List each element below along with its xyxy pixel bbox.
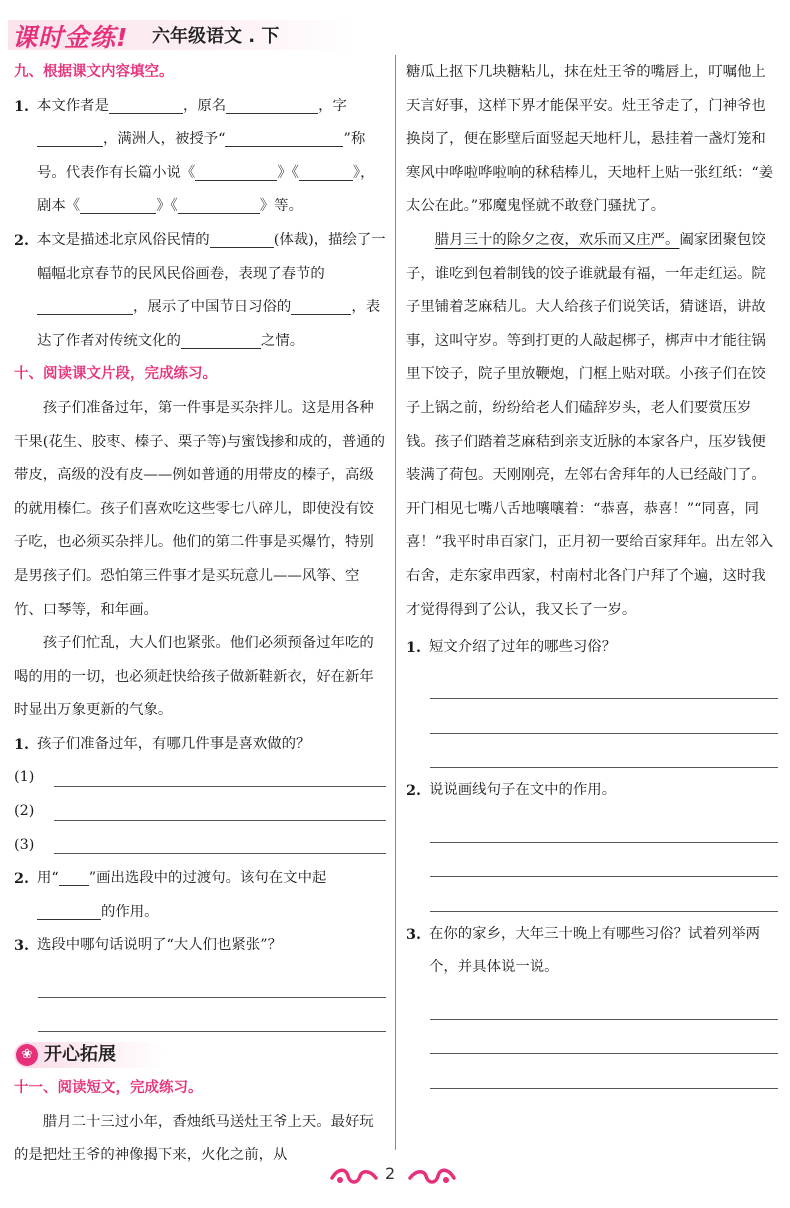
blank[interactable] <box>226 95 318 114</box>
blank[interactable] <box>178 195 260 214</box>
blank[interactable] <box>37 296 133 315</box>
sec11-paragraph-1-cont: 糖瓜上抠下几块糖粘儿，抹在灶王爷的嘴唇上，叮嘱他上天言好事，这样下界才能保平安。灶王爷走了，门神爷也换岗了，便在影壁后面竖起天地杆儿，悬挂着一盏灯笼和寒风中哗啦哗啦响的秫秸棒儿，天地杆上贴一张红纸：“姜太公在此。”邪魔鬼怪就不敢登门骚扰了。 <box>406 64 774 215</box>
sec10-question-2: 2. 用“ ”画出选段中的过渡句。该句在文中起的作用。 <box>14 862 386 929</box>
answer-line-2[interactable]: (2) <box>14 795 386 829</box>
blank[interactable] <box>299 162 353 181</box>
fun-extension-label: 开心拓展 <box>44 1044 116 1066</box>
sec9-question-2: 2. 本文是描述北京风俗民情的 (体裁)，描绘了一幅幅北京春节的民风民俗画卷，表现了春节的，展示了中国节日习俗的 ，表达了作者对传统文化的 之情。 <box>14 224 386 358</box>
sec11-paragraph-2: 腊月三十的除夕之夜，欢乐而又庄严。阖家团聚包饺子，谁吃到包着制钱的饺子谁就最有福，一年走红运。院子里铺着芝麻秸儿。大人给孩子们说笑话，猜谜语，讲故事，这叫守岁。等到打更的人敲起梆子，梆声中才能往锅里下饺子，院子里放鞭炮，门框上贴对联。小孩子们在饺子上锅之前，纷纷给老人们磕辞岁头，老人们要赏压岁钱。孩子们踏着芝麻秸到亲支近脉的本家各户，压岁钱便装满了荷包。天刚刚亮，左邻右舍拜年的人已经敲门了。开门相见七嘴八舌地嚷嚷着：“恭喜，恭喜！”“同喜，同喜！”我平时串百家门，正月初一要给百家拜年。出左邻入右舍，走东家串西家，村南村北各门户拜了个遍，这时我才觉得得到了公认，我又长了一岁。 <box>406 231 774 618</box>
right-column <box>406 56 778 1089</box>
blank[interactable] <box>37 901 101 920</box>
blank[interactable] <box>210 229 274 248</box>
fun-extension-banner <box>14 1038 386 1072</box>
blank[interactable] <box>109 95 183 114</box>
sec11-question-2: 2. 说说画线句子在文中的作用。 <box>406 782 617 800</box>
flower-icon: ❀ <box>16 1044 38 1066</box>
right-swirl-icon <box>408 1166 456 1188</box>
blank[interactable] <box>291 296 351 315</box>
section-9-title: 九、根据课文内容填空。 <box>14 64 174 80</box>
blank[interactable] <box>59 867 89 886</box>
page-footer <box>0 1162 790 1192</box>
grade-label: 六年级语文 . 下 <box>152 26 280 47</box>
sec11-paragraph-1-start: 腊月二十三过小年，香烛纸马送灶王爷上天。最好玩的是把灶王爷的神像揭下来，火化之前，从 <box>14 1113 374 1164</box>
answer-line[interactable] <box>430 734 778 769</box>
section-11-title: 十一、阅读短文，完成练习。 <box>14 1080 203 1097</box>
sec10-question-1: 1. 孩子们准备过年，有哪几件事是喜欢做的？ <box>14 735 311 753</box>
sec11-question-1: 1. 短文介绍了过年的哪些习俗？ <box>406 639 617 657</box>
left-swirl-icon <box>330 1166 378 1188</box>
sec10-paragraph-1: 孩子们准备过年，第一件事是买杂拌儿。这是用各种干果(花生、胶枣、榛子、栗子等)与蜜饯掺和成的，普通的带皮，高级的没有皮——例如普通的用带皮的榛子，高级的就用榛仁。孩子们喜欢吃这些零七八碎儿，即使没有饺子吃，也必须买杂拌儿。他们的第二件事是买爆竹，特别是男孩子们。恐怕第三件事才是买玩意儿——风筝、空竹、口琴等，和年画。 <box>14 399 385 618</box>
blank[interactable] <box>225 128 343 147</box>
blank[interactable] <box>37 128 103 147</box>
blank[interactable] <box>80 195 156 214</box>
answer-line[interactable] <box>38 963 386 998</box>
answer-line-1[interactable]: (1) <box>14 761 386 795</box>
answer-line[interactable] <box>430 808 778 843</box>
sec11-question-3: 3. 在你的家乡，大年三十晚上有哪些习俗？试着列举两个，并具体说一说。 <box>406 925 760 976</box>
sec10-paragraph-2: 孩子们忙乱，大人们也紧张。他们必须预备过年吃的喝的用的一切，也必须赶快给孩子做新鞋新衣，好在新年时显出万象更新的气象。 <box>14 635 374 719</box>
answer-line[interactable] <box>430 699 778 734</box>
underlined-sentence: 腊月三十的除夕之夜，欢乐而又庄严。 <box>434 231 680 248</box>
blank[interactable] <box>181 330 261 349</box>
answer-line[interactable] <box>430 665 778 700</box>
section-10-title: 十、阅读课文片段，完成练习。 <box>14 366 217 383</box>
blank[interactable] <box>195 162 277 181</box>
answer-line[interactable] <box>430 877 778 912</box>
page-number: 2 <box>385 1164 396 1183</box>
left-column <box>14 56 386 1173</box>
answer-line[interactable] <box>430 1054 778 1089</box>
brand-logo: 课时金练! <box>12 23 129 52</box>
sec9-question-1: 1. 本文作者是 ，原名 ，字，满洲人，被授予“ ”称号。代表作有长篇小说《 》《 》，剧本《 》《 》等。 <box>14 90 386 224</box>
answer-line-3[interactable]: (3) <box>14 829 386 863</box>
answer-line[interactable] <box>430 843 778 878</box>
answer-line[interactable] <box>38 998 386 1033</box>
answer-line[interactable] <box>430 1020 778 1055</box>
column-divider <box>395 55 396 1150</box>
answer-line[interactable] <box>430 985 778 1020</box>
sec10-question-3: 3. 选段中哪句话说明了“大人们也紧张”？ <box>14 937 282 955</box>
